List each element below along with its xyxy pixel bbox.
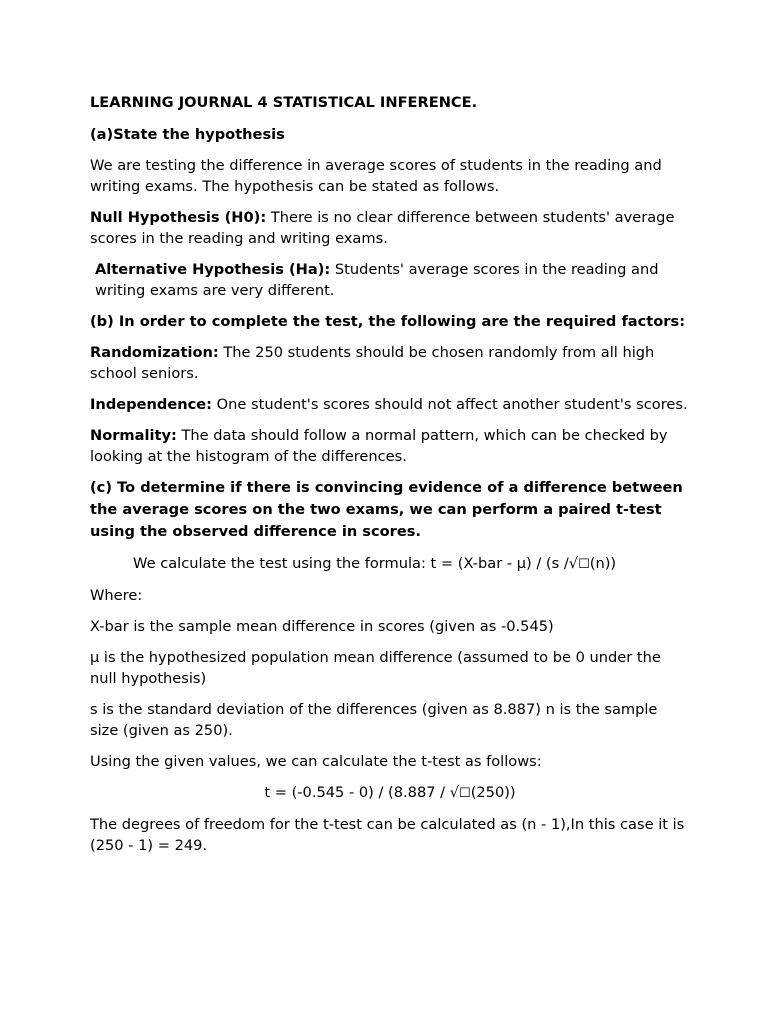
definition-s-n: s is the standard deviation of the differences (given as 8.887) n is the sample size (given as 250). xyxy=(90,701,658,739)
definition-xbar: X-bar is the sample mean difference in scores (given as -0.545) xyxy=(90,618,554,635)
alternative-hypothesis-label: Alternative Hypothesis (Ha): xyxy=(95,261,331,278)
formula-text-end: (n)) xyxy=(589,555,617,572)
missing-glyph-icon: ☐ xyxy=(459,786,471,801)
calculation-line xyxy=(90,782,690,804)
document-title: LEARNING JOURNAL 4 STATISTICAL INFERENCE. xyxy=(90,94,478,111)
requirement-text: The data should follow a normal pattern, which can be checked by looking at the histogram of the differences. xyxy=(90,427,668,465)
calculation-intro: Using the given values, we can calculate the t-test as follows: xyxy=(90,753,542,770)
requirement-randomization xyxy=(90,342,690,384)
definition-mu: μ is the hypothesized population mean difference (assumed to be 0 under the null hypothesis) xyxy=(90,649,661,687)
formula-line xyxy=(90,553,690,575)
degrees-of-freedom: The degrees of freedom for the t-test can be calculated as (n - 1),In this case it is (250 - 1) = 249. xyxy=(90,816,685,854)
missing-glyph-icon: ☐ xyxy=(578,557,590,572)
calculation-text-start: t = (-0.545 - 0) / (8.887 / √ xyxy=(264,784,460,801)
section-a-heading: (a)State the hypothesis xyxy=(90,126,285,143)
requirement-independence xyxy=(90,394,690,415)
requirement-text: The 250 students should be chosen randomly from all high school seniors. xyxy=(90,344,655,382)
requirement-label: Independence: xyxy=(90,396,213,413)
section-c-heading: (c) To determine if there is convincing evidence of a difference between the average scores on the two exams, we can perform a paired t-test using the observed difference in scores. xyxy=(90,479,683,540)
where-label: Where: xyxy=(90,587,143,604)
requirement-label: Normality: xyxy=(90,427,177,444)
alternative-hypothesis-text: Students' average scores in the reading and writing exams are very different. xyxy=(95,261,659,299)
null-hypothesis-label: Null Hypothesis (H0): xyxy=(90,209,267,226)
section-b-heading: (b) In order to complete the test, the following are the required factors: xyxy=(90,313,686,330)
requirement-normality xyxy=(90,425,690,467)
formula-text-start: We calculate the test using the formula: t = (X-bar - μ) / (s /√ xyxy=(133,555,579,572)
requirement-text: One student's scores should not affect another student's scores. xyxy=(212,396,688,413)
calculation-text-end: (250)) xyxy=(470,784,516,801)
null-hypothesis-text: There is no clear difference between students' average scores in the reading and writing exams. xyxy=(90,209,675,247)
alternative-hypothesis xyxy=(90,259,690,301)
section-a-intro: We are testing the difference in average scores of students in the reading and writing exams. The hypothesis can be stated as follows. xyxy=(90,157,662,195)
document-page xyxy=(90,92,690,866)
null-hypothesis xyxy=(90,207,690,249)
requirement-label: Randomization: xyxy=(90,344,219,361)
